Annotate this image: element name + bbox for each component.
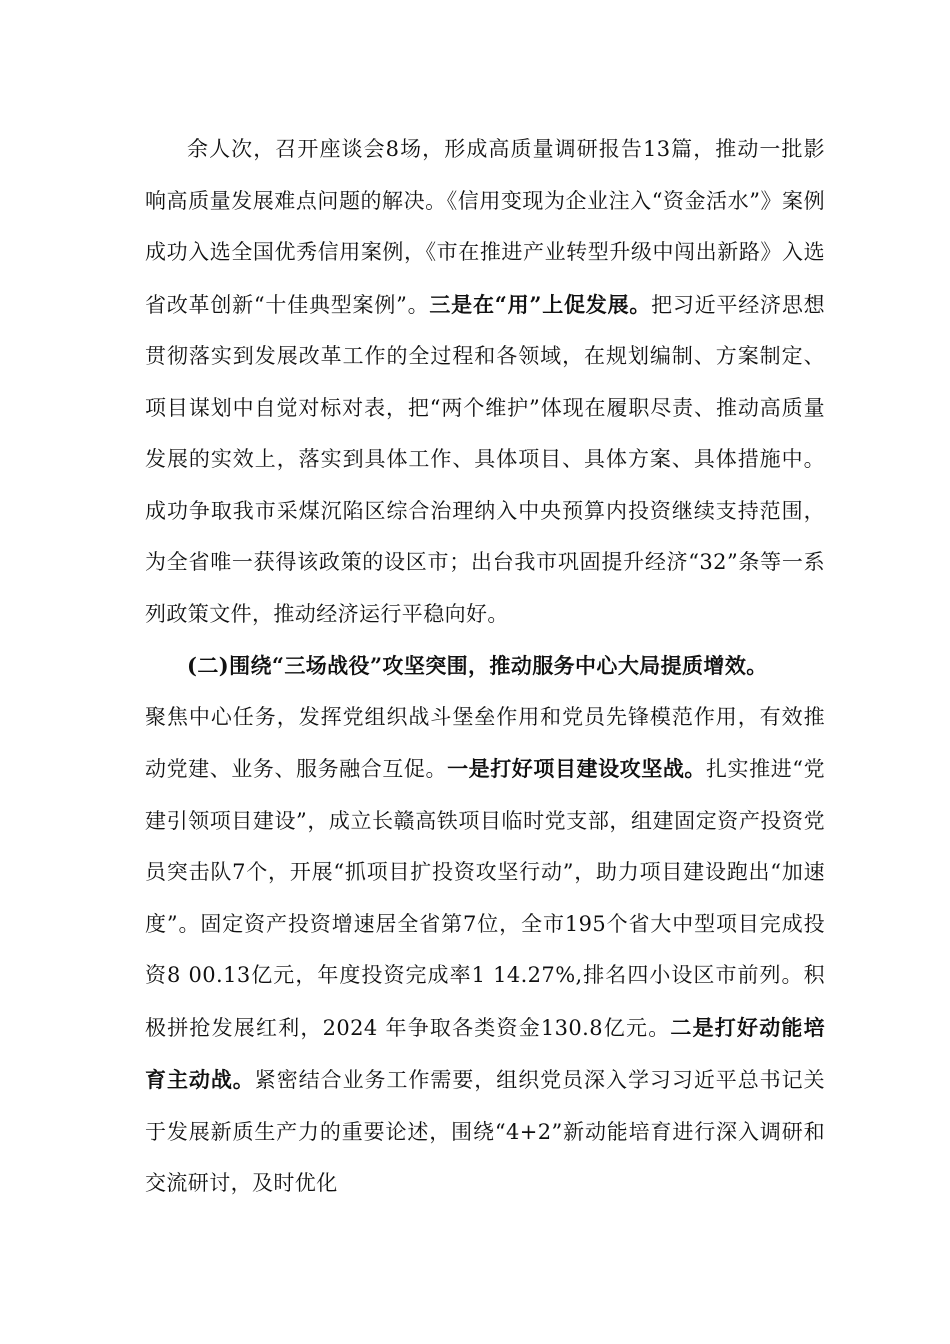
bold-subheading-momentum: 二是打好动能培育主动战。 xyxy=(145,1014,825,1092)
bold-subheading-use: 三是在“用”上促发展。 xyxy=(429,291,652,317)
paragraph-text: 紧密结合业务工作需要，组织党员深入学习习近平总书记关于发展新质生产力的重要论述，围绕“4+2”新动能培育进行深入调研和交流研讨，及时优化 xyxy=(145,1068,825,1195)
paragraph-text: 聚焦中心任务，发挥党组织战斗堡垒作用和党员先锋模范作用，有效推动党建、业务、服务融合互促。 xyxy=(145,704,825,781)
bold-subheading-projects: 一是打好项目建设攻坚战。 xyxy=(447,756,706,781)
paragraph-text: 把习近平经济思想贯彻落实到发展改革工作的全过程和各领域，在规划编制、方案制定、项目谋划中自觉对标对表，把“两个维护”体现在履职尽责、推动高质量发展的实效上，落实到具体工作、具体项目、具体方案、具体措施中。成功争取我市采煤沉陷区综合治理纳入中央预算内投资继续支持范围，为全省唯一获得该政策的设区市；出台我市巩固提升经济“32”条等一系列政策文件，推动经济运行平稳向好。 xyxy=(145,292,825,626)
paragraph-text: 余人次，召开座谈会8场，形成高质量调研报告13篇，推动一批影响高质量发展难点问题的解决。《信用变现为企业注入“资金活水”》案例成功入选全国优秀信用案例，《市在推进产业转型升级中闯出新路》入选省改革创新“十佳典型案例”。 xyxy=(145,137,825,317)
document-body xyxy=(145,124,825,1210)
paragraph-research-results xyxy=(145,124,825,640)
paragraph-text: 扎实推进“党建引领项目建设”，成立长赣高铁项目临时党支部，组建固定资产投资党员突击队7个，开展“抓项目扩投资攻坚行动”，助力项目建设跑出“加速度”。固定资产投资增速居全省第7位，全市195个省大中型项目完成投资8 00.13亿元，年度投资完成率1 14.27%,排名四小设区市前列。积极拼抢发展红利，2024 年争取各类资金130.8亿元。 xyxy=(145,757,825,1040)
section-heading: (二)围绕“三场战役”攻坚突围，推动服务中心大局提质增效。 xyxy=(187,653,768,678)
paragraph-three-campaigns xyxy=(145,692,825,1210)
